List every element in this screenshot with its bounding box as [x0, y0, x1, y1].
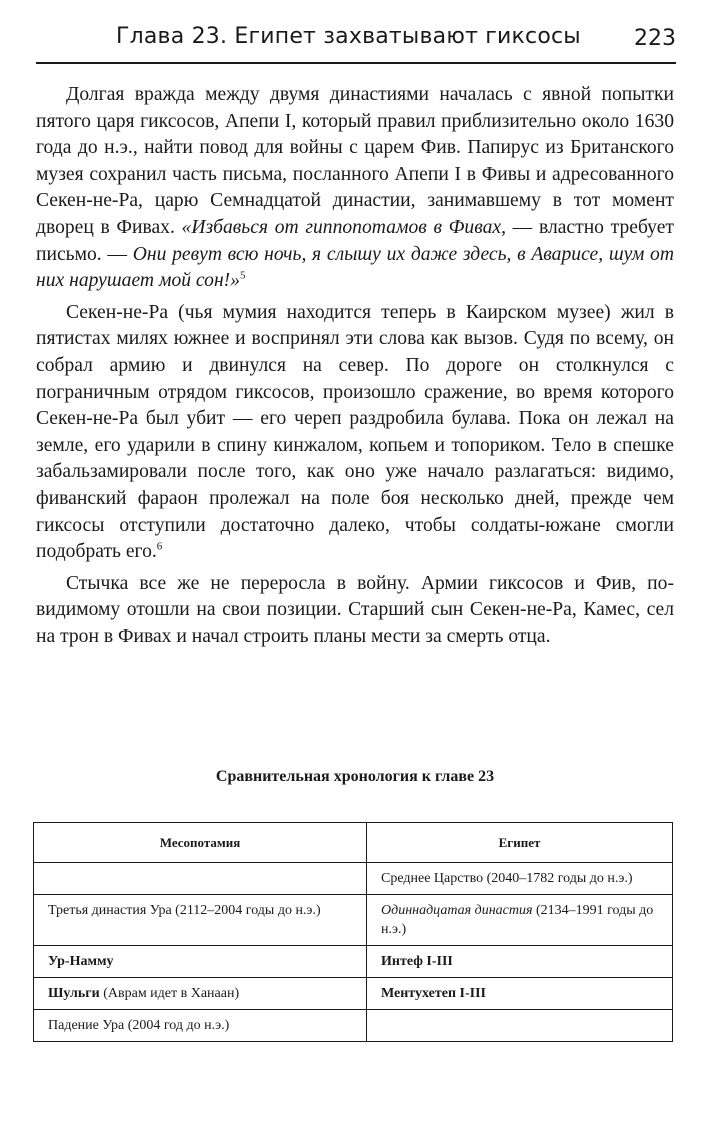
table-row [34, 1010, 673, 1042]
cell-r5-right [367, 1010, 673, 1042]
cell-r2-right-rest: (2134–1991 годы до н.э.) [381, 903, 654, 937]
table-row [34, 946, 673, 978]
cell-r1-left [34, 863, 367, 895]
header-rule [36, 62, 676, 64]
body-text [36, 82, 674, 655]
table-title: Сравнительная хронология к главе 23 [215, 768, 495, 785]
cell-r4-right: Ментухетеп I-III [367, 978, 673, 1010]
cell-r4-left-bold: Шульги [48, 986, 100, 1001]
table-row [34, 863, 673, 895]
chronology-table [33, 822, 673, 1042]
cell-r2-right-italic: Одиннадцатая династия [381, 903, 533, 918]
footnote-ref-5[interactable]: 5 [239, 269, 246, 282]
page-number: 223 [634, 26, 676, 51]
table-row [34, 978, 673, 1010]
p1-text-b: — властно требует письмо. — [36, 216, 674, 265]
p1-quote-1: «Избавься от гиппопотамов в Фивах, [181, 216, 506, 238]
cell-r4-left [34, 978, 367, 1010]
table-header-row [34, 823, 673, 863]
p1-quote-2: Они ревут всю ночь, я слышу их даже здесь, в Аварисе, шум от них нарушает мой сон!» [36, 243, 674, 292]
cell-r1-right: Среднее Царство (2040–1782 годы до н.э.) [367, 863, 673, 895]
p2-text: Секен-не-Ра (чья мумия находится теперь в Каирском музее) жил в пятистах милях южнее и воспринял эти слова как вызов. Судя по всему, он собрал армию и двинулся на север. По дороге он столкнулся с пограничным отрядом гиксосов, произошло сражение, во время которого Секен-не-Ра был убит — его череп раздробила булава. Пока он лежал на земле, его ударили в спину кинжалом, копьем и топориком. Тело в спешке забальзамировали после того, как оно уже начало разлагаться: видимо, фиванский фараон пролежал на поле боя несколько дней, прежде чем гиксосы отступили достаточно далеко, чтобы солдаты-южане смогли подобрать его. [36, 301, 674, 563]
p3-text: Стычка все же не переросла в войну. Армии гиксосов и Фив, по-видимому отошли на свои позиции. Старший сын Секен-не-Ра, Камес, сел на трон в Фивах и начал строить планы мести за смерть отца. [36, 572, 674, 647]
footnote-ref-6[interactable]: 6 [156, 540, 163, 553]
p1-text-a: Долгая вражда между двумя династиями началась с явной попытки пятого царя гиксосов, Апепи I, который правил приблизительно около 1630 года до н.э., найти повод для войны с царем Фив. Папирус из Британского музея сохранил часть письма, посланного Апепи I в Фивы и адресованного Секен-не-Ра, царю Семнадцатой династии, занимавшему в тот момент дворец в Фивах. [36, 84, 674, 238]
cell-r3-right: Интеф I-III [367, 946, 673, 978]
cell-r5-left: Падение Ура (2004 год до н.э.) [34, 1010, 367, 1042]
page-header [36, 14, 676, 64]
col-header-mesopotamia: Месопотамия [34, 823, 367, 863]
paragraph-3 [36, 571, 674, 651]
table-row [34, 895, 673, 946]
col-header-egypt: Египет [367, 823, 673, 863]
cell-r4-left-rest: (Аврам идет в Ханаан) [99, 986, 240, 1001]
paragraph-2 [36, 300, 674, 566]
cell-r2-left: Третья династия Ура (2112–2004 годы до н.э.) [34, 895, 367, 946]
paragraph-1 [36, 82, 674, 295]
cell-r2-right [367, 895, 673, 946]
chapter-title: Глава 23. Египет захватывают гиксосы [116, 24, 581, 49]
cell-r3-left: Ур-Намму [34, 946, 367, 978]
